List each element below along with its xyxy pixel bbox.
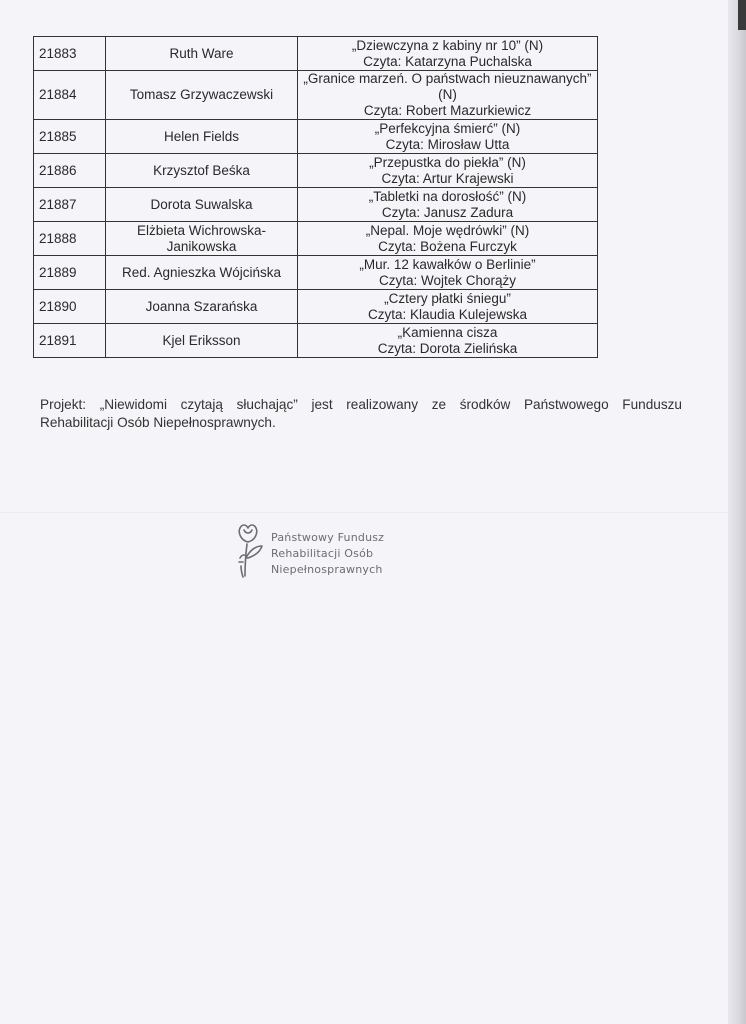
catalog-number: 21885 (34, 120, 106, 154)
title-cell (298, 188, 598, 222)
author-name: Tomasz Grzywaczewski (106, 71, 298, 120)
narrator: Czyta: Mirosław Utta (385, 136, 510, 152)
table-row (34, 120, 598, 154)
book-title: „Dziewczyna z kabiny nr 10” (N) (351, 37, 544, 53)
logo-line-2: Rehabilitacji Osób (271, 547, 374, 560)
title-cell (298, 37, 598, 71)
book-title: „Przepustka do piekła” (N) (369, 154, 526, 170)
narrator: Czyta: Wojtek Chorąży (378, 272, 517, 288)
catalog-number: 21886 (34, 154, 106, 188)
paper-fold-line (0, 512, 728, 513)
narrator: Czyta: Janusz Zadura (381, 204, 514, 220)
logo-line-3: Niepełnosprawnych (271, 563, 383, 576)
project-footnote (40, 396, 682, 432)
catalog-number: 21888 (34, 222, 106, 256)
table-row (34, 222, 598, 256)
pfron-logo (234, 522, 404, 582)
author-name: Ruth Ware (106, 37, 298, 71)
table-row (34, 71, 598, 120)
author-name: Elżbieta Wichrowska-Janikowska (106, 222, 298, 256)
catalog-number: 21884 (34, 71, 106, 120)
catalog-number: 21883 (34, 37, 106, 71)
title-cell (298, 256, 598, 290)
book-title: „Nepal. Moje wędrówki” (N) (365, 222, 530, 238)
table-row (34, 188, 598, 222)
page-edge-shadow (728, 0, 746, 1024)
narrator: Czyta: Dorota Zielińska (377, 340, 518, 356)
author-name: Red. Agnieszka Wójcińska (106, 256, 298, 290)
logo-line-1: Państwowy Fundusz (271, 531, 385, 544)
footnote-line-1: Projekt: „Niewidomi czytają słuchając” jest realizowany ze środków Państwowego Funduszu (40, 397, 682, 412)
book-title: „Mur. 12 kawałków o Berlinie” (359, 256, 536, 272)
catalog-number: 21891 (34, 324, 106, 358)
narrator: Czyta: Robert Mazurkiewicz (363, 103, 532, 118)
title-cell (298, 154, 598, 188)
author-name: Helen Fields (106, 120, 298, 154)
book-title: „Kamienna cisza (397, 324, 498, 340)
table-row (34, 37, 598, 71)
table-row (34, 324, 598, 358)
author-name: Joanna Szarańska (106, 290, 298, 324)
book-title: „Tabletki na dorosłość” (N) (368, 188, 527, 204)
pfron-logo-text (271, 530, 384, 578)
title-cell (298, 222, 598, 256)
catalog-number: 21890 (34, 290, 106, 324)
book-title: „Granice marzeń. O państwach nieuznawanych” (N) (303, 71, 592, 102)
narrator: Czyta: Bożena Furczyk (378, 238, 517, 254)
author-name: Dorota Suwalska (106, 188, 298, 222)
tulip-icon (234, 522, 268, 578)
title-cell (298, 71, 598, 120)
table-row (34, 290, 598, 324)
author-name: Krzysztof Beśka (106, 154, 298, 188)
catalog-number: 21887 (34, 188, 106, 222)
catalog-number: 21889 (34, 256, 106, 290)
title-cell (298, 324, 598, 358)
table-row (34, 154, 598, 188)
narrator: Czyta: Klaudia Kulejewska (367, 306, 528, 322)
title-cell (298, 290, 598, 324)
narrator: Czyta: Katarzyna Puchalska (363, 53, 532, 69)
book-title: „Perfekcyjna śmierć” (N) (374, 120, 521, 136)
title-cell (298, 120, 598, 154)
author-name: Kjel Eriksson (106, 324, 298, 358)
table-row (34, 256, 598, 290)
narrator: Czyta: Artur Krajewski (381, 170, 514, 186)
book-title: „Cztery płatki śniegu” (384, 290, 511, 306)
footnote-line-2: Rehabilitacji Osób Niepełnosprawnych. (40, 415, 276, 430)
audiobook-table (33, 36, 598, 358)
